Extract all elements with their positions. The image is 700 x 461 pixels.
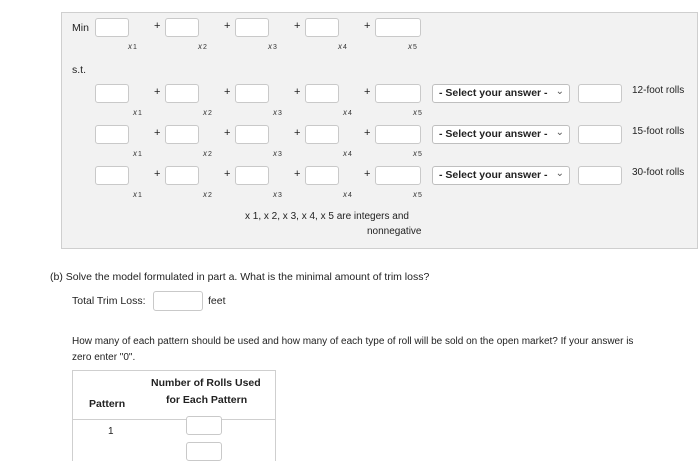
select-label: - Select your answer - <box>439 169 548 181</box>
var-label-x5: x5 <box>408 42 417 51</box>
plus-sign: + <box>154 86 161 98</box>
plus-sign: + <box>154 20 161 32</box>
constraint-1-coef-x4-input[interactable] <box>305 84 339 103</box>
constraint-3-coef-x2-input[interactable] <box>165 166 199 185</box>
var-label-x1: x1 <box>133 190 142 199</box>
objective-coef-x4-input[interactable] <box>305 18 339 37</box>
var-label-x3: x3 <box>268 42 277 51</box>
constraint-3-coef-x3-input[interactable] <box>235 166 269 185</box>
constraint-2-relation-select[interactable] <box>432 125 570 144</box>
var-label-x5: x5 <box>413 149 422 158</box>
table-row-2-input[interactable] <box>186 442 222 461</box>
var-label-x4: x4 <box>338 42 347 51</box>
trim-loss-unit: feet <box>208 295 226 307</box>
constraint-3-rolls-label: 30-foot rolls <box>632 167 685 178</box>
objective-label: Min <box>72 22 89 34</box>
question2-line2: zero enter "0". <box>72 352 136 363</box>
var-label-x1: x1 <box>133 108 142 117</box>
plus-sign: + <box>224 168 231 180</box>
var-label-x3: x3 <box>273 149 282 158</box>
objective-coef-x2-input[interactable] <box>165 18 199 37</box>
table-header-rolls-line1: Number of Rolls Used <box>151 377 261 389</box>
chevron-down-icon: ⌄ <box>555 168 564 179</box>
constraint-1-rhs-input[interactable] <box>578 84 622 103</box>
plus-sign: + <box>364 20 371 32</box>
table-header-rolls-line2: for Each Pattern <box>166 394 248 406</box>
var-label-x2: x2 <box>203 149 212 158</box>
table-row-pattern-1: 1 <box>108 426 114 437</box>
var-label-x4: x4 <box>343 108 352 117</box>
objective-coef-x5-input[interactable] <box>375 18 421 37</box>
constraint-1-coef-x1-input[interactable] <box>95 84 129 103</box>
plus-sign: + <box>224 127 231 139</box>
var-label-x3: x3 <box>273 190 282 199</box>
var-label-x5: x5 <box>413 108 422 117</box>
integer-note-line2: nonnegative <box>367 226 422 237</box>
plus-sign: + <box>224 86 231 98</box>
var-label-x4: x4 <box>343 190 352 199</box>
constraint-2-coef-x1-input[interactable] <box>95 125 129 144</box>
table-header-pattern: Pattern <box>89 398 126 410</box>
total-trim-loss-label: Total Trim Loss: <box>72 295 146 307</box>
constraint-2-rhs-input[interactable] <box>578 125 622 144</box>
chevron-down-icon: ⌄ <box>555 86 564 97</box>
plus-sign: + <box>154 168 161 180</box>
var-label-x1: x1 <box>133 149 142 158</box>
plus-sign: + <box>294 127 301 139</box>
total-trim-loss-input[interactable] <box>153 291 203 311</box>
table-header-divider <box>73 419 275 420</box>
plus-sign: + <box>294 20 301 32</box>
constraint-1-coef-x3-input[interactable] <box>235 84 269 103</box>
constraint-2-coef-x4-input[interactable] <box>305 125 339 144</box>
select-label: - Select your answer - <box>439 128 548 140</box>
select-label: - Select your answer - <box>439 87 548 99</box>
plus-sign: + <box>364 168 371 180</box>
constraint-3-coef-x5-input[interactable] <box>375 166 421 185</box>
var-label-x1: x1 <box>128 42 137 51</box>
constraint-3-coef-x4-input[interactable] <box>305 166 339 185</box>
var-label-x2: x2 <box>203 190 212 199</box>
plus-sign: + <box>224 20 231 32</box>
objective-coef-x1-input[interactable] <box>95 18 129 37</box>
constraints-label: s.t. <box>72 64 87 76</box>
question2-line1: How many of each pattern should be used and how many of each type of roll will be sold on the open market? If your answer is <box>72 336 634 347</box>
plus-sign: + <box>364 127 371 139</box>
constraint-2-rolls-label: 15-foot rolls <box>632 126 685 137</box>
constraint-1-coef-x5-input[interactable] <box>375 84 421 103</box>
part-b-question: (b) Solve the model formulated in part a. What is the minimal amount of trim loss? <box>50 271 430 283</box>
chevron-down-icon: ⌄ <box>555 127 564 138</box>
constraint-1-relation-select[interactable] <box>432 84 570 103</box>
constraint-2-coef-x3-input[interactable] <box>235 125 269 144</box>
var-label-x5: x5 <box>413 190 422 199</box>
var-label-x3: x3 <box>273 108 282 117</box>
plus-sign: + <box>364 86 371 98</box>
constraint-2-coef-x2-input[interactable] <box>165 125 199 144</box>
integer-note-line1: x 1, x 2, x 3, x 4, x 5 are integers and <box>245 211 409 222</box>
plus-sign: + <box>154 127 161 139</box>
plus-sign: + <box>294 168 301 180</box>
table-row-1-input[interactable] <box>186 416 222 435</box>
var-label-x4: x4 <box>343 149 352 158</box>
constraint-2-coef-x5-input[interactable] <box>375 125 421 144</box>
constraint-3-rhs-input[interactable] <box>578 166 622 185</box>
constraint-1-coef-x2-input[interactable] <box>165 84 199 103</box>
pattern-table <box>72 370 276 461</box>
constraint-3-relation-select[interactable] <box>432 166 570 185</box>
constraint-3-coef-x1-input[interactable] <box>95 166 129 185</box>
plus-sign: + <box>294 86 301 98</box>
constraint-1-rolls-label: 12-foot rolls <box>632 85 685 96</box>
objective-coef-x3-input[interactable] <box>235 18 269 37</box>
var-label-x2: x2 <box>198 42 207 51</box>
var-label-x2: x2 <box>203 108 212 117</box>
